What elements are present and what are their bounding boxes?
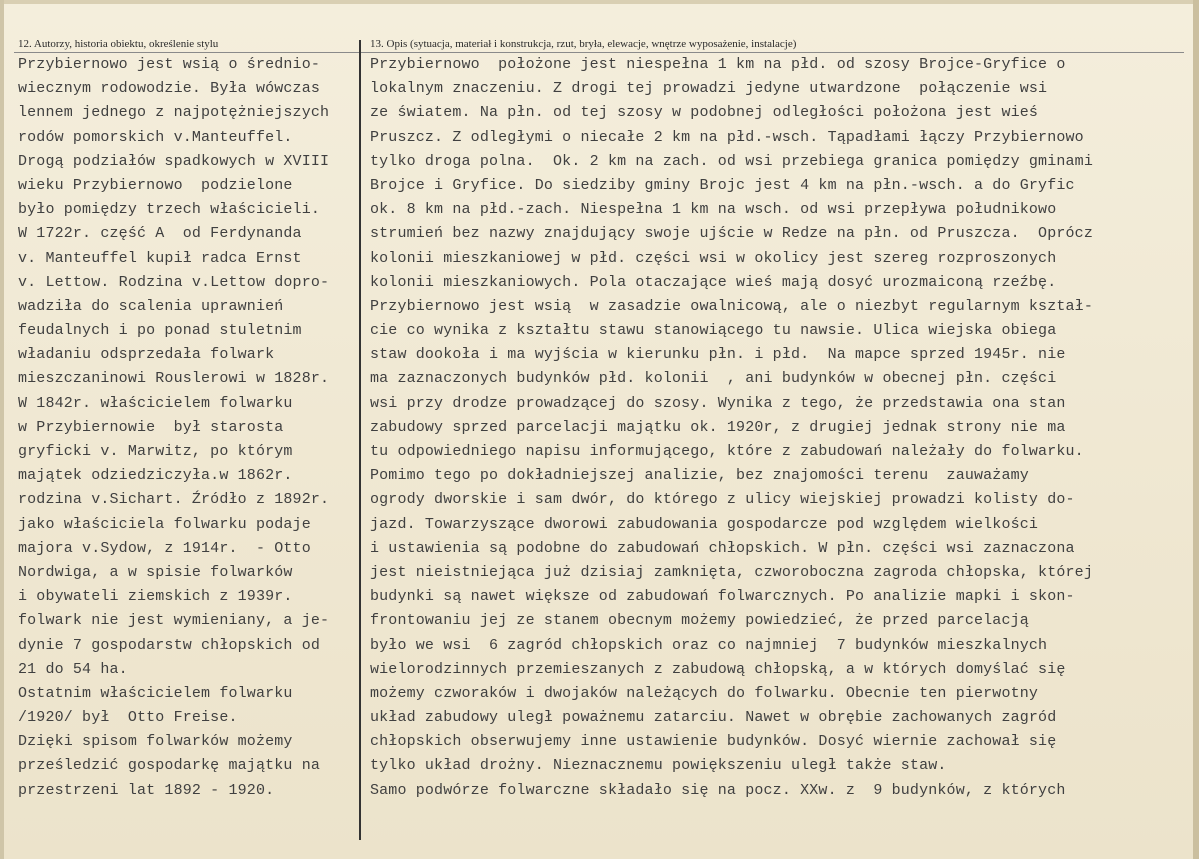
description-text-line: jest nieistniejąca już dzisiaj zamknięta, czworoboczna zagroda chłopska, której	[370, 563, 1093, 581]
description-text-line: staw dookoła i ma wyjścia w kierunku płn. i płd. Na mapce sprzed 1945r. nie	[370, 346, 1066, 364]
history-text-line: wieku Przybiernowo podzielone	[18, 176, 293, 194]
description-text-line: ogrody dworskie i sam dwór, do którego z ulicy wiejskiej prowadzi kolisty do-	[370, 491, 1075, 509]
history-text-line: w Przybiernowie był starosta	[18, 418, 284, 436]
description-text-line: tylko droga polna. Ok. 2 km na zach. od wsi przebiega granica pomiędzy gminami	[370, 152, 1093, 170]
history-text-line: wiecznym rodowodzie. Była wówczas	[18, 80, 320, 98]
section-13-heading: 13. Opis (sytuacja, materiał i konstrukcja, rzut, bryła, elewacje, wnętrze wyposażenie, instalacje)	[370, 38, 797, 50]
description-text-line: strumień bez nazwy znajdujący swoje ujście w Redze na płn. od Pruszcza. Oprócz	[370, 225, 1093, 243]
history-text-line: v. Lettow. Rodzina v.Lettow dopro-	[18, 273, 330, 291]
description-text-line: Pomimo tego po dokładniejszej analizie, bez znajomości terenu zauważamy	[370, 467, 1029, 485]
description-text-line: ok. 8 km na płd.-zach. Niespełna 1 km na wsch. od wsi przepływa południkowo	[370, 201, 1057, 219]
description-text-line: możemy czworaków i dwojaków należących do folwarku. Obecnie ten pierwotny	[370, 684, 1039, 702]
column-divider	[359, 40, 361, 840]
history-text-line: Przybiernowo jest wsią o średnio-	[18, 56, 320, 73]
history-text-line: majora v.Sydow, z 1914r. - Otto	[18, 539, 311, 557]
history-text-line: folwark nie jest wymieniany, a je-	[18, 612, 330, 630]
paper-edge-right	[1193, 0, 1199, 859]
description-text-line: zabudowy sprzed parcelacji majątku ok. 1920r, z drugiej jednak strony nie ma	[370, 418, 1066, 436]
history-text-line: i obywateli ziemskich z 1939r.	[18, 588, 293, 606]
description-text-line: wsi przy drodze prowadzącej do szosy. Wynika z tego, że przedstawia ona stan	[370, 394, 1066, 412]
description-text-line: kolonii mieszkaniowej w płd. części wsi w okolicy jest szereg rozproszonych	[370, 249, 1057, 267]
description-text-line: ma zaznaczonych budynków płd. kolonii , ani budynków w obecnej płn. części	[370, 370, 1057, 388]
history-text-line: Drogą podziałów spadkowych w XVIII	[18, 152, 330, 170]
history-text-line: było pomiędzy trzech właścicieli.	[18, 201, 320, 219]
history-text-block	[18, 53, 358, 803]
description-text-line: i ustawienia są podobne do zabudowań chłopskich. W płn. części wsi zaznaczona	[370, 539, 1075, 557]
history-text-line: 21 do 54 ha.	[18, 660, 128, 678]
description-text-line: cie co wynika z kształtu stawu stanowiącego tu nawsie. Ulica wiejska obiega	[370, 322, 1057, 340]
description-text-line: było we wsi 6 zagród chłopskich oraz co najmniej 7 budynków mieszkalnych	[370, 636, 1048, 654]
history-text-line: rodzina v.Sichart. Źródło z 1892r.	[18, 491, 330, 509]
history-text-line: Nordwiga, a w spisie folwarków	[18, 563, 293, 581]
history-text-line: /1920/ był Otto Freise.	[18, 709, 238, 727]
history-text-line: dynie 7 gospodarstw chłopskich od	[18, 636, 320, 654]
description-text-line: tylko układ drożny. Nieznacznemu powiększeniu uległ także staw.	[370, 757, 947, 775]
history-text-line: przestrzeni lat 1892 - 1920.	[18, 781, 275, 799]
description-text-line: Przybiernowo jest wsią w zasadzie owalnicową, ale o niezbyt regularnym kształ-	[370, 297, 1093, 315]
history-text-line: v. Manteuffel kupił radca Ernst	[18, 249, 302, 267]
history-text-line: W 1722r. część A od Ferdynanda	[18, 225, 302, 243]
description-text-line: Pruszcz. Z odległymi o niecałe 2 km na płd.-wsch. Tąpadłami łączy Przybiernowo	[370, 128, 1084, 146]
history-text-line: mieszczaninowi Rouslerowi w 1828r.	[18, 370, 330, 388]
history-text-line: lennem jednego z najpotężniejszych	[18, 104, 330, 122]
description-text-line: jazd. Towarzyszące dworowi zabudowania gospodarcze pod względem wielkości	[370, 515, 1039, 533]
description-text-line: kolonii mieszkaniowych. Pola otaczające wieś mają dosyć urozmaiconą rzeźbę.	[370, 273, 1057, 291]
description-text-line: tu odpowiedniego napisu informującego, które z zabudowań należały do folwarku.	[370, 443, 1084, 460]
history-text-line: jako właściciela folwarku podaje	[18, 515, 311, 533]
description-text-line: Przybiernowo położone jest niespełna 1 km na płd. od szosy Brojce-Gryfice o	[370, 56, 1066, 73]
description-text-block	[370, 53, 1170, 803]
history-text-line: Ostatnim właścicielem folwarku	[18, 684, 293, 702]
history-text-line: majątek odziedziczyła.w 1862r.	[18, 467, 293, 485]
paper-edge-top	[0, 0, 1199, 4]
description-text-line: układ zabudowy uległ poważnemu zatarciu. Nawet w obrębie zachowanych zagród	[370, 709, 1057, 727]
history-text-line: gryficki v. Marwitz, po którym	[18, 443, 293, 460]
description-text-line: frontowaniu jej ze stanem obecnym możemy powiedzieć, że przed parcelacją	[370, 612, 1029, 630]
section-12-heading: 12. Autorzy, historia obiektu, określenie stylu	[18, 38, 219, 50]
description-text-line: chłopskich obserwujemy inne ustawienie budynków. Dosyć wiernie zachował się	[370, 733, 1057, 751]
history-text-line: prześledzić gospodarkę majątku na	[18, 757, 320, 775]
description-text-line: lokalnym znaczeniu. Z drogi tej prowadzi jedyne utwardzone połączenie wsi	[370, 80, 1048, 98]
history-text-line: wadziła do scalenia uprawnień	[18, 297, 284, 315]
history-text-line: władaniu odsprzedała folwark	[18, 346, 275, 364]
description-text-line: ze światem. Na płn. od tej szosy w podobnej odległości położona jest wieś	[370, 104, 1039, 122]
history-text-line: Dzięki spisom folwarków możemy	[18, 733, 293, 751]
description-text-line: Brojce i Gryfice. Do siedziby gminy Brojc jest 4 km na płn.-wsch. a do Gryfic	[370, 176, 1075, 194]
description-text-line: Samo podwórze folwarczne składało się na pocz. XXw. z 9 budynków, z których	[370, 781, 1066, 799]
description-text-line: budynki są nawet większe od zabudowań folwarcznych. Po analizie mapki i skon-	[370, 588, 1075, 606]
history-text-line: W 1842r. właścicielem folwarku	[18, 394, 293, 412]
history-text-line: rodów pomorskich v.Manteuffel.	[18, 128, 293, 146]
description-text-line: wielorodzinnych przemieszanych z zabudową chłopską, a w których domyślać się	[370, 660, 1066, 678]
paper-edge-left	[0, 0, 4, 859]
history-text-line: feudalnych i po ponad stuletnim	[18, 322, 302, 340]
